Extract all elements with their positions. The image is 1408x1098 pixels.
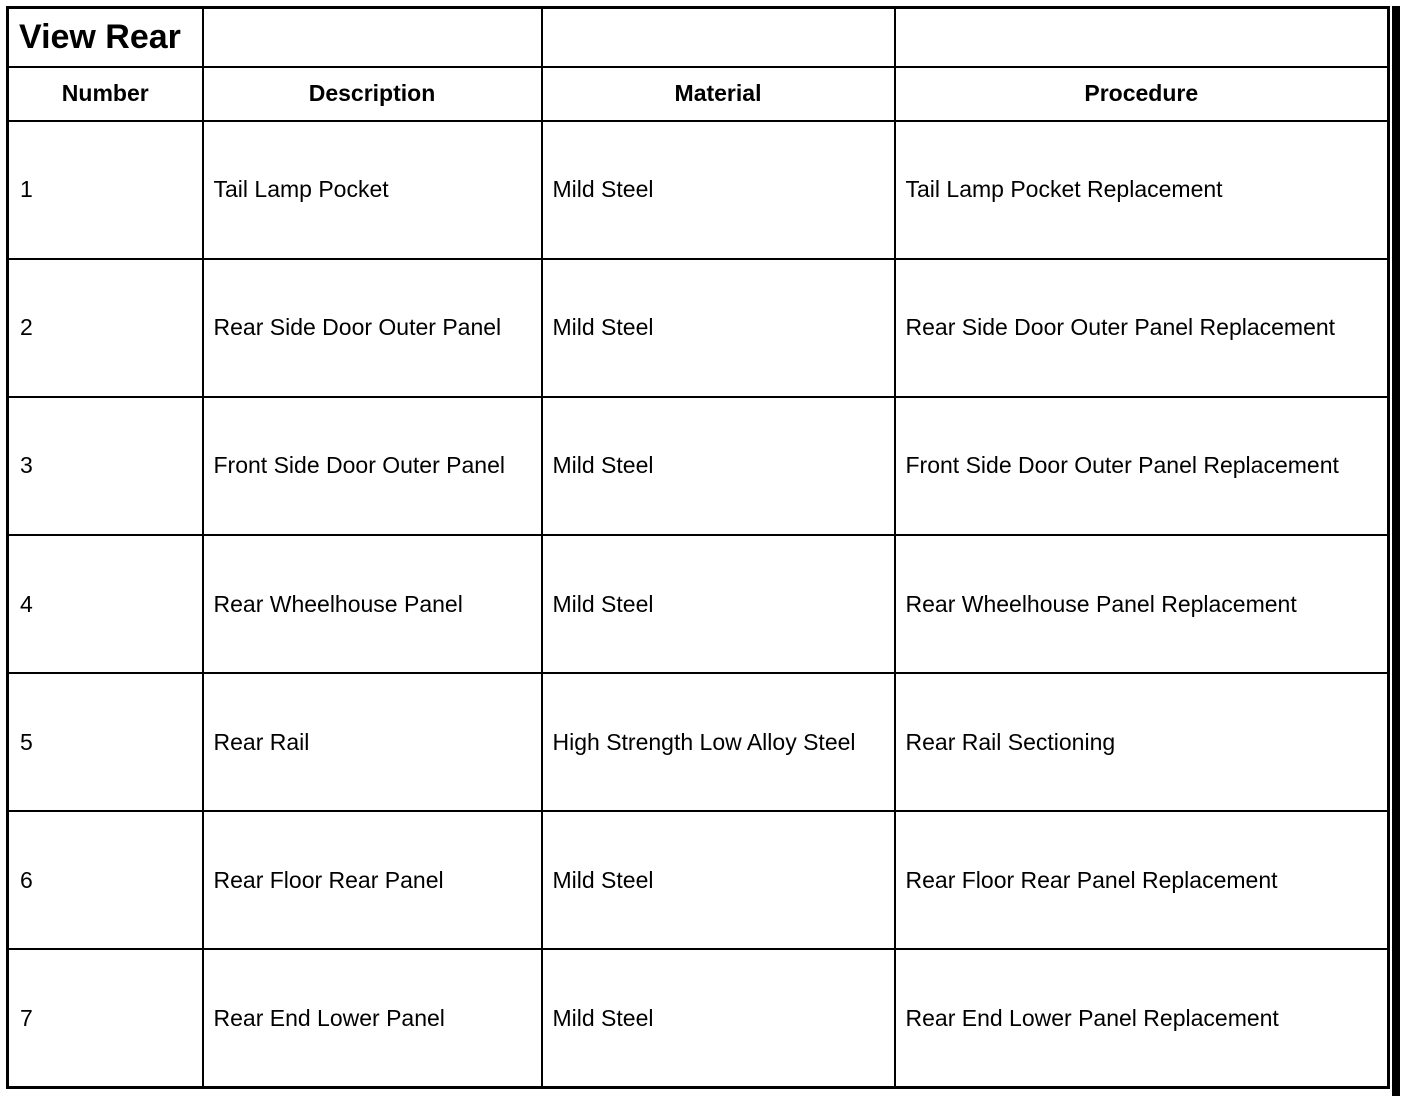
- cell-description: Rear Rail: [203, 673, 542, 811]
- cell-procedure: Front Side Door Outer Panel Replacement: [895, 397, 1389, 535]
- table-row: [8, 121, 1389, 259]
- cell-material: Mild Steel: [542, 259, 895, 397]
- title-row-empty-cell: [542, 8, 895, 67]
- title-row-empty-cell: [895, 8, 1389, 67]
- cell-material: Mild Steel: [542, 397, 895, 535]
- cell-procedure: Rear End Lower Panel Replacement: [895, 949, 1389, 1087]
- cell-procedure: Tail Lamp Pocket Replacement: [895, 121, 1389, 259]
- parts-table: [6, 6, 1390, 1089]
- cell-number: 6: [8, 811, 203, 949]
- cell-description: Rear Wheelhouse Panel: [203, 535, 542, 673]
- cell-number: 5: [8, 673, 203, 811]
- column-header-number: Number: [8, 67, 203, 121]
- title-row-empty-cell: [203, 8, 542, 67]
- cell-material: High Strength Low Alloy Steel: [542, 673, 895, 811]
- cell-procedure: Rear Rail Sectioning: [895, 673, 1389, 811]
- title-row: [8, 8, 1389, 67]
- cell-number: 1: [8, 121, 203, 259]
- cell-number: 2: [8, 259, 203, 397]
- cell-description: Rear Floor Rear Panel: [203, 811, 542, 949]
- table-row: [8, 259, 1389, 397]
- header-row: [8, 67, 1389, 121]
- page-edge-bar: [1392, 6, 1400, 1096]
- table-row: [8, 811, 1389, 949]
- cell-number: 7: [8, 949, 203, 1087]
- table-row: [8, 673, 1389, 811]
- cell-procedure: Rear Floor Rear Panel Replacement: [895, 811, 1389, 949]
- table-title: View Rear: [8, 8, 203, 67]
- table-row: [8, 397, 1389, 535]
- column-header-material: Material: [542, 67, 895, 121]
- cell-number: 3: [8, 397, 203, 535]
- cell-procedure: Rear Side Door Outer Panel Replacement: [895, 259, 1389, 397]
- cell-description: Rear Side Door Outer Panel: [203, 259, 542, 397]
- table-row: [8, 949, 1389, 1087]
- cell-description: Front Side Door Outer Panel: [203, 397, 542, 535]
- cell-number: 4: [8, 535, 203, 673]
- cell-procedure: Rear Wheelhouse Panel Replacement: [895, 535, 1389, 673]
- column-header-description: Description: [203, 67, 542, 121]
- column-header-procedure: Procedure: [895, 67, 1389, 121]
- cell-description: Tail Lamp Pocket: [203, 121, 542, 259]
- cell-material: Mild Steel: [542, 949, 895, 1087]
- cell-material: Mild Steel: [542, 121, 895, 259]
- cell-description: Rear End Lower Panel: [203, 949, 542, 1087]
- cell-material: Mild Steel: [542, 535, 895, 673]
- table-row: [8, 535, 1389, 673]
- cell-material: Mild Steel: [542, 811, 895, 949]
